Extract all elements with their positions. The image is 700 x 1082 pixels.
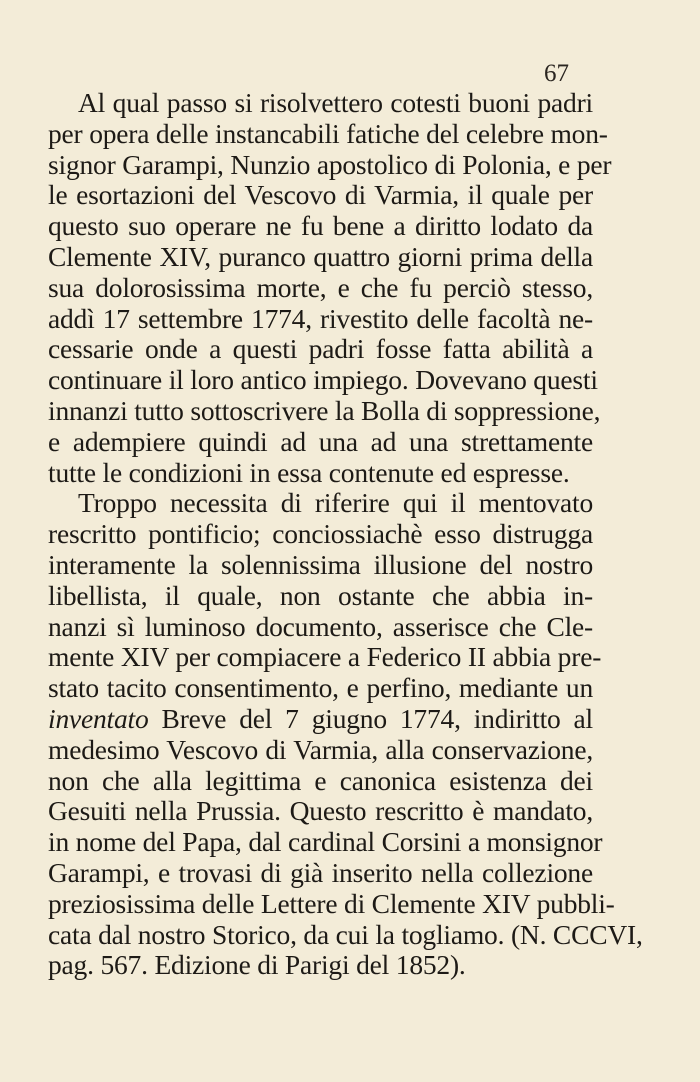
- text-line: medesimo Vescovo di Varmia, alla conservazione,: [48, 733, 593, 765]
- page-number: 67: [544, 60, 569, 87]
- text-line: continuare il loro antico impiego. Dovevano questi: [48, 364, 598, 396]
- paragraph-1: [48, 87, 612, 488]
- text-line: pag. 567. Edizione di Parigi del 1852).: [48, 949, 466, 981]
- text-line: non che alla legittima e canonica esistenza dei: [48, 764, 593, 796]
- text-line: Gesuiti nella Prussia. Questo rescritto è mandato,: [48, 795, 593, 827]
- text-line: Al qual passo si risolvettero cotesti buoni padri: [78, 87, 593, 118]
- italic-word: inventato: [48, 702, 149, 734]
- text-line: in nome del Papa, dal cardinal Corsini a monsignor: [48, 826, 603, 858]
- text-line: mente XIV per compiacere a Federico II abbia pre-: [48, 641, 602, 673]
- text-line: questo suo operare ne fu bene a diritto lodato da: [48, 210, 593, 242]
- text-line: Troppo necessita di riferire qui il mentovato: [78, 487, 593, 519]
- text-line: Clemente XIV, puranco quattro giorni prima della: [48, 240, 593, 272]
- text-line: addì 17 settembre 1774, rivestito delle facoltà ne-: [48, 302, 593, 334]
- text-line: per opera delle instancabili fatiche del celebre mon-: [48, 117, 608, 149]
- text-line-rest: Breve del 7 giugno 1774, indiritto al: [161, 702, 593, 734]
- text-line: cessarie onde a questi padri fosse fatta abilità a: [48, 333, 593, 365]
- paragraph-2: [48, 487, 643, 981]
- text-line: Garampi, e trovasi di già inserito nella collezione: [48, 856, 593, 888]
- text-line: le esortazioni del Vescovo di Varmia, il quale per: [48, 179, 593, 211]
- text-line: stato tacito consentimento, e perfino, mediante un: [48, 672, 593, 704]
- text-line: e adempiere quindi ad una ad una strettamente: [48, 425, 593, 457]
- text-line: libellista, il quale, non ostante che abbia in-: [48, 579, 593, 611]
- text-line: preziosissima delle Lettere di Clemente XIV pubbli-: [48, 887, 615, 919]
- text-line: nanzi sì luminoso documento, asserisce che Cle-: [48, 610, 593, 642]
- text-line: interamente la solennissima illusione del nostro: [48, 548, 593, 580]
- body-text: [48, 87, 643, 981]
- text-line-with-italic: [48, 704, 593, 735]
- text-line: sua dolorosissima morte, e che fu perciò stesso,: [48, 271, 593, 303]
- text-line: signor Garampi, Nunzio apostolico di Polonia, e per: [48, 148, 612, 180]
- text-line: rescritto pontificio; conciossiachè esso distrugga: [48, 518, 593, 550]
- text-line: innanzi tutto sottoscrivere la Bolla di soppressione,: [48, 394, 601, 426]
- text-line: tutte le condizioni in essa contenute ed espresse.: [48, 456, 570, 488]
- text-line: cata dal nostro Storico, da cui la togliamo. (N. CCCVI,: [48, 918, 643, 950]
